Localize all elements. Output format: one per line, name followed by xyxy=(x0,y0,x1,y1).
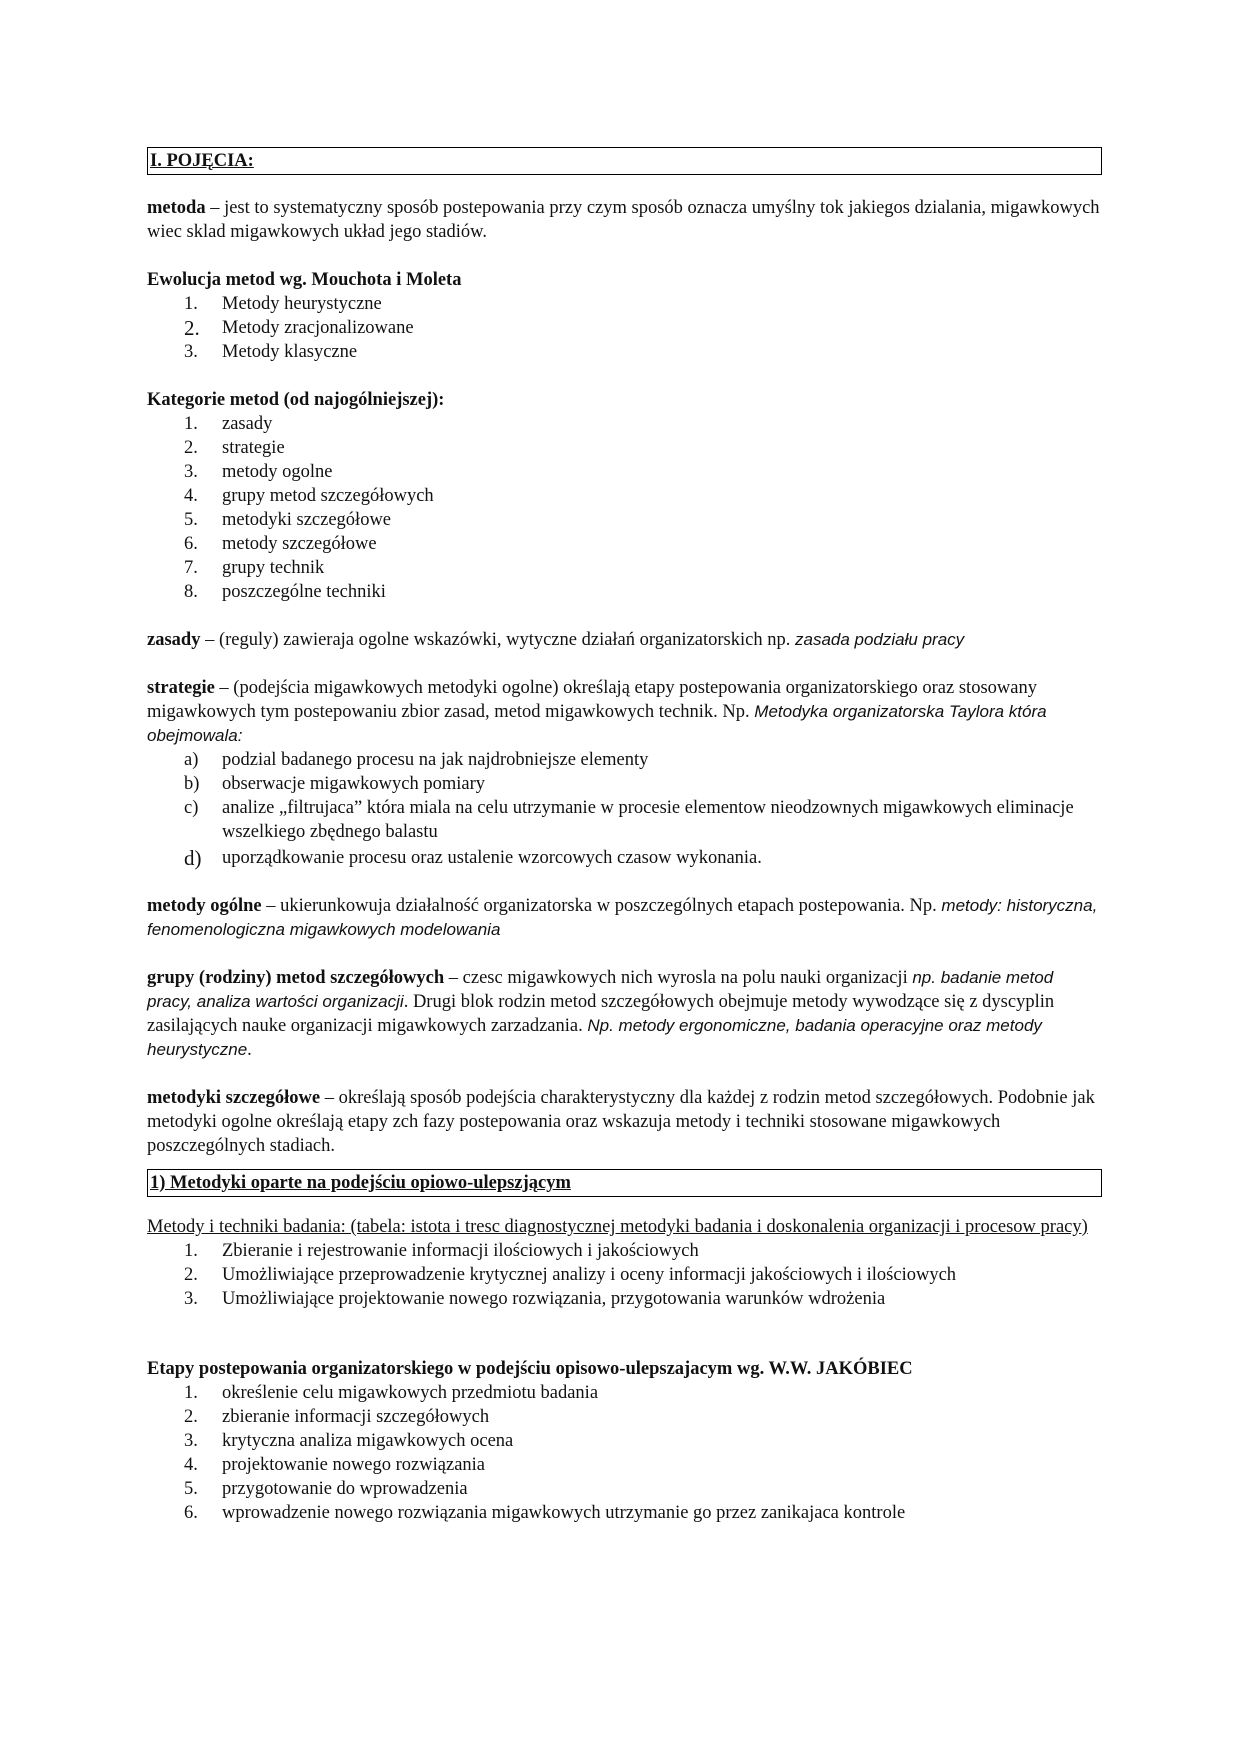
term-strategie: strategie xyxy=(147,678,215,698)
list-text: Metody klasyczne xyxy=(222,342,358,362)
list-metody-badania xyxy=(147,1239,1102,1311)
list-item xyxy=(147,412,1102,436)
list-text: grupy metod szczegółowych xyxy=(222,486,434,506)
list-text: grupy technik xyxy=(222,558,325,578)
list-text: analize „filtrujaca” która miala na celu utrzymanie w procesie elementow nieodzownych migawkowych eliminacje wszelkiego zbędnego balastu xyxy=(222,798,1074,842)
list-item xyxy=(147,340,1102,364)
list-text: poszczególne techniki xyxy=(222,582,386,602)
paragraph-zasady xyxy=(147,628,1102,652)
list-letter: d) xyxy=(184,846,202,870)
list-item xyxy=(147,1239,1102,1263)
list-text: Metody heurystyczne xyxy=(222,294,382,314)
list-item xyxy=(147,1501,1102,1525)
list-item xyxy=(147,1287,1102,1311)
list-number: 3. xyxy=(184,342,198,362)
paragraph-metoda xyxy=(147,196,1102,244)
example-grupy-2: Np. metody ergonomiczne, badania operacyjne oraz metody heurystyczne xyxy=(147,1016,1042,1059)
example-grupy-1: np. badanie metod pracy, analiza wartości organizacji xyxy=(147,968,1054,1011)
list-number: 4. xyxy=(184,486,198,506)
example-zasady: zasada podziału pracy xyxy=(794,630,965,649)
list-number: 3. xyxy=(184,462,198,482)
list-text: strategie xyxy=(222,438,285,458)
heading-ewolucja: Ewolucja metod wg. Mouchota i Moleta xyxy=(147,270,462,290)
list-number: 1. xyxy=(184,1241,198,1261)
list-item xyxy=(147,1405,1102,1429)
list-kategorie xyxy=(147,412,1102,604)
list-item xyxy=(147,580,1102,604)
definition-grupy-1: – czesc migawkowych nich wyrosla na polu nauki organizacji xyxy=(444,968,913,988)
list-text: metody ogolne xyxy=(222,462,333,482)
heading-etapy: Etapy postepowania organizatorskiego w podejściu opisowo-ulepszajacym wg. W.W. JAKÓBIEC xyxy=(147,1359,913,1379)
list-letter: b) xyxy=(184,774,200,794)
list-number: 2. xyxy=(184,1407,198,1427)
list-number: 7. xyxy=(184,558,198,578)
paragraph-metodyki xyxy=(147,1086,1102,1158)
list-number: 2. xyxy=(184,1265,198,1285)
list-number: 6. xyxy=(184,1503,198,1523)
document-content xyxy=(147,147,1102,1525)
heading-metody-badania: Metody i techniki badania: (tabela: istota i tresc diagnostycznej metodyki badania i doskonalenia organizacji i procesow pracy) xyxy=(147,1217,1088,1237)
list-text: określenie celu migawkowych przedmiotu badania xyxy=(222,1383,599,1403)
list-number: 6. xyxy=(184,534,198,554)
list-number: 2. xyxy=(184,438,198,458)
list-text: uporządkowanie procesu oraz ustalenie wzorcowych czasow wykonania. xyxy=(222,848,762,868)
list-item xyxy=(147,772,1102,796)
list-text: metody szczegółowe xyxy=(222,534,377,554)
list-text: projektowanie nowego rozwiązania xyxy=(222,1455,486,1475)
definition-strategie: – (podejścia migawkowych metodyki ogolne) określają etapy postepowania organizatorskiego oraz stosowany migawkowych tym postepowaniu zbior zasad, metod migawkowych technik. Np. xyxy=(147,678,1037,722)
list-number: 5. xyxy=(184,510,198,530)
list-item xyxy=(147,1429,1102,1453)
list-text: podzial badanego procesu na jak najdrobniejsze elementy xyxy=(222,750,649,770)
list-text: metodyki szczegółowe xyxy=(222,510,392,530)
list-number: 4. xyxy=(184,1455,198,1475)
term-metody-ogolne: metody ogólne xyxy=(147,896,262,916)
section-header-metodyki: 1) Metodyki oparte na podejściu opiowo-ulepszjącym xyxy=(147,1169,1102,1197)
list-item xyxy=(147,484,1102,508)
example-strategie: Metodyka organizatorska Taylora która obejmowala: xyxy=(147,702,1047,745)
list-item xyxy=(147,556,1102,580)
definition-metody-ogolne: – ukierunkowuja działalność organizatorska w poszczególnych etapach postepowania. Np. xyxy=(261,896,942,916)
list-letter: c) xyxy=(184,798,199,818)
list-text: przygotowanie do wprowadzenia xyxy=(222,1479,468,1499)
paragraph-metody-ogolne xyxy=(147,894,1102,942)
list-number: 1. xyxy=(184,294,198,314)
definition-zasady: – (reguly) zawieraja ogolne wskazówki, wytyczne działań organizatorskich np. xyxy=(200,630,795,650)
list-item xyxy=(147,316,1102,340)
list-number: 3. xyxy=(184,1431,198,1451)
list-text: zbieranie informacji szczegółowych xyxy=(222,1407,490,1427)
list-strategie xyxy=(147,748,1102,870)
term-zasady: zasady xyxy=(147,630,201,650)
list-item xyxy=(147,460,1102,484)
definition-grupy-3: . xyxy=(247,1040,252,1060)
list-item xyxy=(147,1263,1102,1287)
list-etapy xyxy=(147,1381,1102,1525)
list-item xyxy=(147,1477,1102,1501)
list-item xyxy=(147,508,1102,532)
list-item xyxy=(147,532,1102,556)
list-number: 1. xyxy=(184,414,198,434)
list-item xyxy=(147,1381,1102,1405)
list-item xyxy=(147,748,1102,772)
list-letter: a) xyxy=(184,750,199,770)
definition-metodyki: – określają sposób podejścia charakterystyczny dla każdej z rodzin metod szczegółowych. Podobnie jak metodyki ogolne określają etapy zch fazy postepowania oraz wskazuja metody i techniki stosowane migawkowych poszczególnych stadiach. xyxy=(147,1088,1095,1156)
term-metodyki: metodyki szczegółowe xyxy=(147,1088,321,1108)
list-text: zasady xyxy=(222,414,273,434)
list-text: krytyczna analiza migawkowych ocena xyxy=(222,1431,514,1451)
term-metoda: metoda xyxy=(147,198,206,218)
list-number: 2. xyxy=(184,316,200,340)
list-item xyxy=(147,846,1102,870)
list-number: 8. xyxy=(184,582,198,602)
list-number: 5. xyxy=(184,1479,198,1499)
list-text: obserwacje migawkowych pomiary xyxy=(222,774,486,794)
definition-metoda: – jest to systematyczny sposób postepowania przy czym sposób oznacza umyślny tok jakiegos dzialania, migawkowych wiec sklad migawkowych układ jego stadiów. xyxy=(147,198,1100,242)
list-item xyxy=(147,436,1102,460)
list-number: 1. xyxy=(184,1383,198,1403)
list-text: wprowadzenie nowego rozwiązania migawkowych utrzymanie go przez zanikajaca kontrole xyxy=(222,1503,906,1523)
list-number: 3. xyxy=(184,1289,198,1309)
list-item xyxy=(147,1453,1102,1477)
list-text: Umożliwiające przeprowadzenie krytycznej analizy i oceny informacji jakościowych i ilościowych xyxy=(222,1265,957,1285)
paragraph-grupy xyxy=(147,966,1102,1062)
heading-kategorie: Kategorie metod (od najogólniejszej): xyxy=(147,390,445,410)
list-item xyxy=(147,796,1102,844)
section-header-pojecia: I. POJĘCIA: xyxy=(147,147,1102,175)
list-text: Umożliwiające projektowanie nowego rozwiązania, przygotowania warunków wdrożenia xyxy=(222,1289,886,1309)
paragraph-strategie xyxy=(147,676,1102,748)
list-text: Metody zracjonalizowane xyxy=(222,318,414,338)
list-ewolucja xyxy=(147,292,1102,364)
term-grupy: grupy (rodziny) metod szczegółowych xyxy=(147,968,445,988)
definition-grupy-2: . Drugi blok rodzin metod szczegółowych obejmuje metody wywodzące się z dyscyplin zasilających nauke organizacji migawkowych zarzadzania. xyxy=(147,992,1055,1036)
list-text: Zbieranie i rejestrowanie informacji ilościowych i jakościowych xyxy=(222,1241,699,1261)
list-item xyxy=(147,292,1102,316)
example-metody-ogolne: metody: historyczna, fenomenologiczna migawkowych modelowania xyxy=(147,896,1098,939)
